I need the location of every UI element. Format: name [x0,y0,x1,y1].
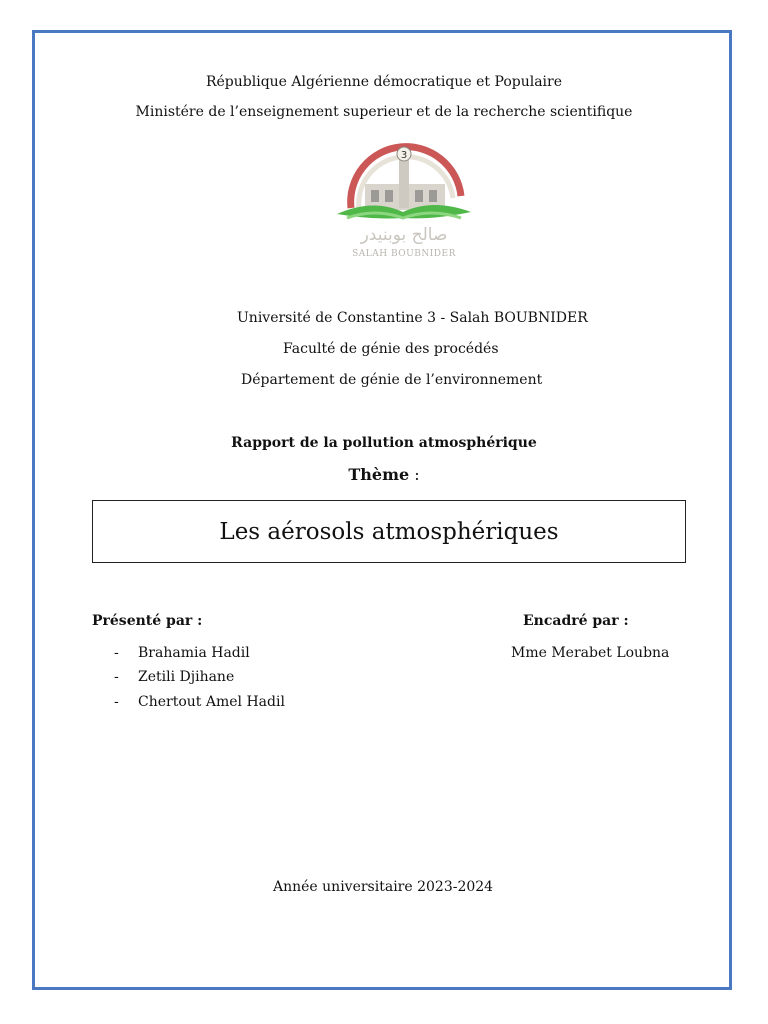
theme-title: Les aérosols atmosphériques [219,518,559,545]
list-bullet: - [114,694,119,710]
report-title: Rapport de la pollution atmosphérique [231,435,537,451]
republic-line: République Algérienne démocratique et Populaire [205,74,563,90]
presenters-label: Présenté par : [92,613,203,629]
academic-year: Année universitaire 2023-2024 [273,879,494,895]
presenter-name: Zetili Djihane [138,669,235,685]
theme-colon: : [409,465,420,484]
supervisor-label: Encadré par : [523,613,629,629]
theme-label [0,465,768,484]
logo-latin-text: SALAH BOUBNIDER [352,249,456,259]
university-line: Université de Constantine 3 - Salah BOUBNIDER [237,310,588,326]
presenter-name: Chertout Amel Hadil [138,694,285,710]
list-bullet: - [114,645,119,661]
faculty-line: Faculté de génie des procédés [283,341,499,357]
theme-box [92,500,686,563]
list-bullet: - [114,669,119,685]
logo-arabic-text: صالح بوبنيدر [360,225,448,245]
presenter-name: Brahamia Hadil [138,645,250,661]
logo-number: 3 [400,150,408,161]
supervisor-name: Mme Merabet Loubna [511,645,670,661]
department-line: Département de génie de l’environnement [241,372,543,388]
theme-label-text: Thème [348,465,410,484]
university-logo [333,138,475,262]
ministry-line: Ministére de l’enseignement superieur et de la recherche scientifique [135,104,633,120]
